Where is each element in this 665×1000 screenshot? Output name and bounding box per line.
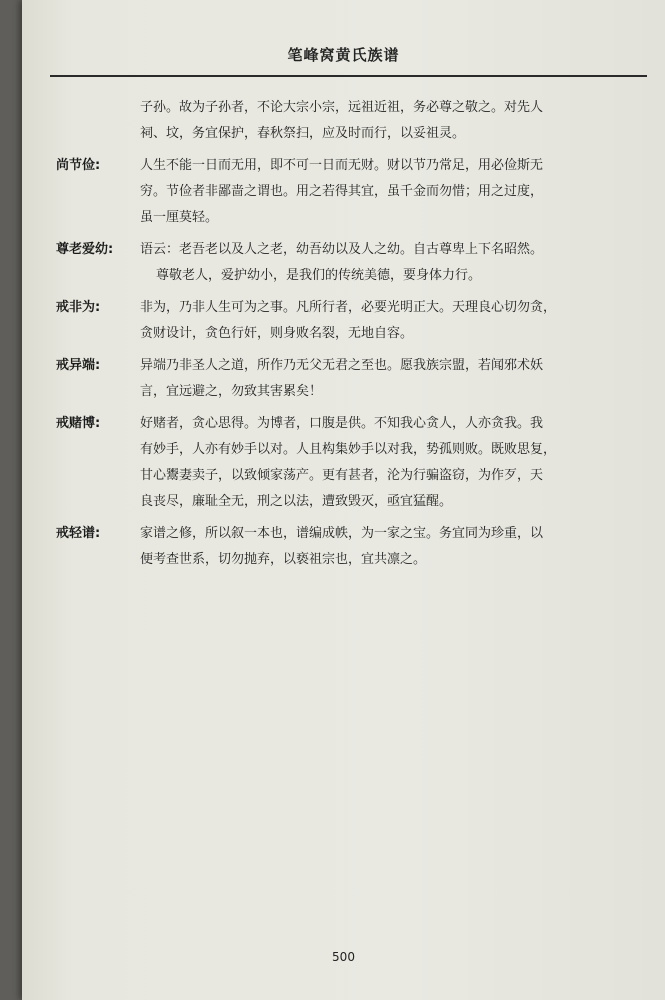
entry-label: 尊老爱幼:: [56, 242, 114, 257]
text-line: 有妙手，人亦有妙手以对。人且构集妙手以对我，势孤则败。既败思复，: [140, 442, 557, 457]
document-page: [22, 0, 665, 1000]
rule-entry-heresy: [48, 353, 648, 405]
rule-entry-gambling: [48, 411, 648, 515]
text-line: 非为，乃非人生可为之事。凡所行者，必要光明正大。天理良心切勿贪，: [140, 300, 557, 315]
text-line: 言，宜远避之，勿致其害累矣！: [140, 384, 323, 399]
text-line: 虽一厘莫轻。: [140, 210, 219, 225]
rule-entry-respect-elders: [48, 237, 648, 289]
rule-entry-genealogy: [48, 521, 648, 573]
text-line: 异端乃非圣人之道，所作乃无父无君之至也。愿我族宗盟，若闻邪术妖: [140, 358, 544, 373]
running-header-title: 笔峰窝黄氏族谱: [287, 46, 400, 64]
page-number: 500: [332, 950, 355, 964]
rule-entry-misconduct: [48, 295, 648, 347]
text-line: 语云：老吾老以及人之老，幼吾幼以及人之幼。自古尊卑上下名昭然。: [140, 242, 544, 257]
text-line: 甘心鬻妻卖子，以致倾家荡产。更有甚者，沦为行骗盗窃，为作歹，天: [140, 468, 544, 483]
entry-label: 尚节俭:: [56, 158, 101, 173]
text-line: 良丧尽，廉耻全无，刑之以法，遭致毁灭，亟宜猛醒。: [140, 494, 453, 509]
text-line: 便考查世系，切勿抛弃，以亵祖宗也，宜共凛之。: [140, 552, 427, 567]
entry-label: 戒非为:: [56, 300, 101, 315]
text-line: 人生不能一日而无用，即不可一日而无财。财以节乃常足，用必俭斯无: [140, 158, 544, 173]
text-line: 尊敬老人，爱护幼小，是我们的传统美德，要身体力行。: [156, 268, 482, 283]
entry-label: 戒轻谱:: [56, 526, 101, 541]
body-text: [48, 95, 648, 579]
header-rule: [50, 75, 647, 77]
entry-label: 戒赌博:: [56, 416, 101, 431]
text-line: 穷。节俭者非鄙啬之谓也。用之若得其宜，虽千金而勿惜；用之过度，: [140, 184, 544, 199]
text-line: 家谱之修，所以叙一本也，谱编成帙，为一家之宝。务宜同为珍重，以: [140, 526, 544, 541]
intro-paragraph: [48, 95, 648, 147]
text-line: 好赌者，贪心思得。为博者，口腹是供。不知我心贪人，人亦贪我。我: [140, 416, 544, 431]
text-line: 祠、坟，务宜保护，春秋祭扫，应及时而行，以妥祖灵。: [140, 126, 466, 141]
rule-entry-frugality: [48, 153, 648, 231]
entry-label: 戒异端:: [56, 358, 101, 373]
text-line: 子孙。故为子孙者，不论大宗小宗，远祖近祖，务必尊之敬之。对先人: [140, 100, 544, 115]
text-line: 贪财设计，贪色行奸，则身败名裂，无地自容。: [140, 326, 414, 341]
